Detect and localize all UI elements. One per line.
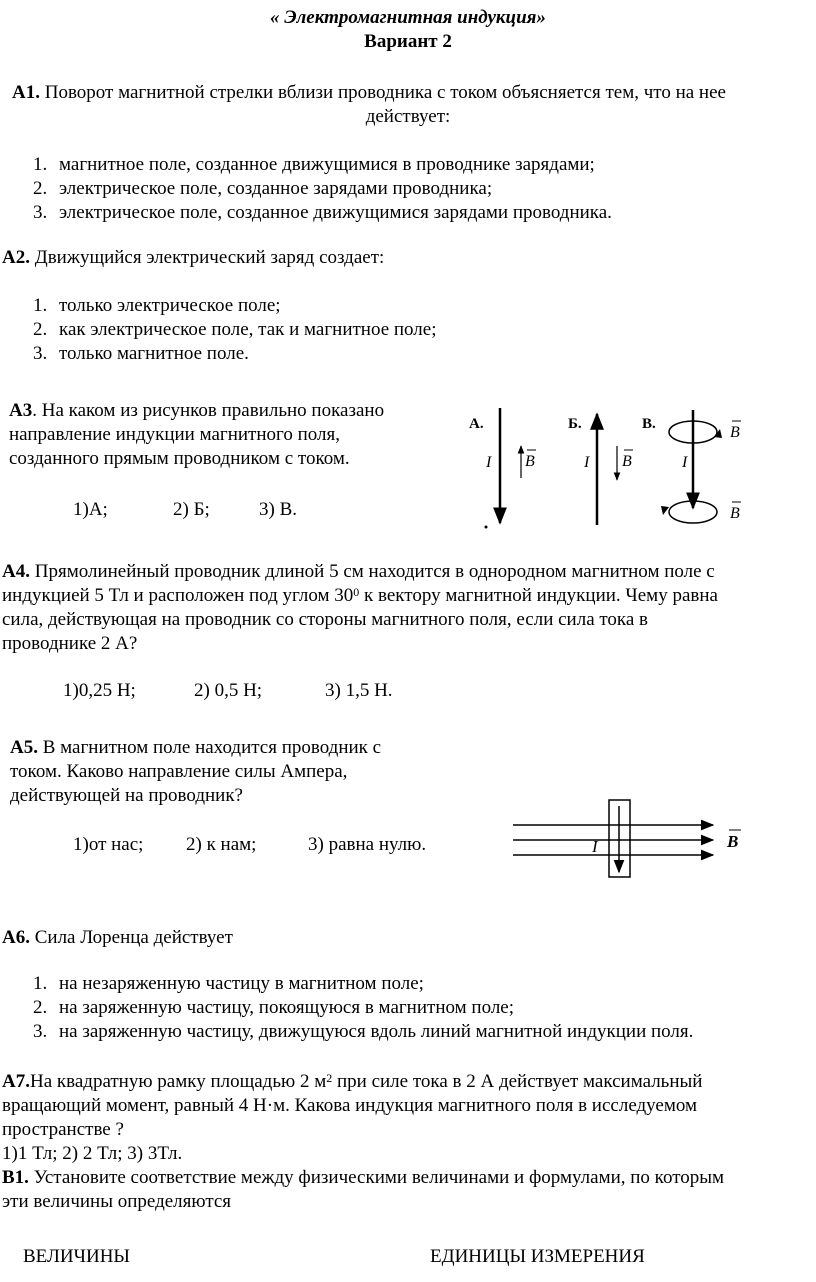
superscript: 2 [326,1071,333,1085]
option-number: 1. [33,154,48,175]
question-text: действующей на проводник? [10,785,243,806]
field-label-c-bottom: B [730,505,740,522]
question-text: Движущийся электрический заряд создает: [34,247,385,268]
answer-a5-1: 1)от нас; [73,834,144,855]
question-a7 [2,1070,702,1166]
option-number: 1. [33,973,48,994]
answer-a4-3: 3) 1,5 Н. [325,680,393,701]
question-text: . На каком из рисунков правильно показано [32,400,385,421]
option-text: электрическое поле, созданное движущимися зарядами проводника. [59,202,612,223]
current-label-a: I [486,454,492,471]
answer-a3-1: 1)А; [73,499,108,520]
list-item [33,342,437,366]
answers-a7: 1)1 Тл; 2) 2 Тл; 3) 3Тл. [2,1143,183,1164]
column-heading-right: ЕДИНИЦЫ ИЗМЕРЕНИЯ [430,1246,645,1267]
loop-arrowhead [661,506,669,515]
option-text: как электрическое поле, так и магнитное поле; [59,319,437,340]
question-text: Установите соответствие между физическими величинами и формулами, по которым [28,1167,725,1188]
question-text: индукцией 5 Тл и расположен под углом 30 [2,585,354,606]
list-item [33,177,612,201]
superscript: 0 [353,585,360,599]
conductor-frame [609,800,630,877]
answer-a3-2: 2) Б; [173,499,210,520]
question-label: А4. [2,561,30,582]
option-text: на заряженную частицу, движущуюся вдоль линий магнитной индукции поля. [59,1021,694,1042]
list-item [33,201,612,225]
page-title: « Электромагнитная индукция» [270,7,546,28]
current-label-b: I [584,454,590,471]
option-number: 3. [33,202,48,223]
answer-a5-2: 2) к нам; [186,834,257,855]
question-label: А1. [12,82,40,103]
field-loop-bottom [669,501,717,523]
question-text: током. Каково направление силы Ампера, [10,761,348,782]
option-list [33,972,693,1044]
question-text: эти величины определяются [2,1191,232,1212]
question-a4 [2,560,718,656]
option-text: электрическое поле, созданное зарядами проводника; [59,178,493,199]
option-text: только электрическое поле; [59,295,281,316]
question-label: В1. [2,1167,29,1188]
question-a5 [10,736,381,808]
question-a2 [2,246,384,270]
option-number: 2. [33,997,48,1018]
option-number: 2. [33,178,48,199]
answer-a5-3: 3) равна нулю. [308,834,427,855]
list-item [33,1020,693,1044]
option-text: на незаряженную частицу в магнитном поле; [59,973,424,994]
answer-a3-3: 3) В. [259,499,297,520]
current-label: I [592,837,598,856]
column-heading-left: ВЕЛИЧИНЫ [23,1246,130,1267]
list-item [33,972,693,996]
list-item [33,294,437,318]
option-list [33,153,612,225]
question-a3 [9,399,384,471]
answer-a4-1: 1)0,25 Н; [63,680,136,701]
list-item [33,318,437,342]
speck [485,526,488,529]
question-label: А2. [2,247,30,268]
option-number: 1. [33,295,48,316]
option-number: 3. [33,1021,48,1042]
question-text: к вектору магнитной индукции. Чему равна [359,585,718,606]
question-text: пространстве ? [2,1119,124,1140]
option-text: на заряженную частицу, покоящуюся в магнитном поле; [59,997,515,1018]
question-text: проводнике 2 А? [2,633,138,654]
question-text: сила, действующая на проводник со стороны магнитного поля, если сила тока в [2,609,649,630]
question-text: вращающий момент, равный 4 Н·м. Какова индукция магнитного поля в исследуемом [2,1095,698,1116]
question-label: А5. [10,737,38,758]
list-item [33,153,612,177]
option-text: магнитное поле, созданное движущимися в проводнике зарядами; [59,154,595,175]
option-number: 2. [33,319,48,340]
question-text: На квадратную рамку площадью 2 м [29,1071,327,1092]
question-text: В магнитном поле находится проводник с [37,737,382,758]
question-text: созданного прямым проводником с током. [9,448,350,469]
question-label: А3 [9,400,33,421]
question-text: Поворот магнитной стрелки вблизи проводника с током объясняется тем, что на нее [44,82,726,103]
option-list [33,294,437,366]
question-label: А6. [2,927,30,948]
option-text: только магнитное поле. [59,343,249,364]
question-a6 [2,926,233,950]
question-text-cont: действует: [365,106,451,127]
field-label-b: B [622,453,632,470]
current-label-c: I [682,454,688,471]
variant-heading: Вариант 2 [364,31,452,52]
list-item [33,996,693,1020]
loop-arrowhead [714,429,722,438]
field-loop-top [669,421,717,443]
figure-label-a: А. [469,416,484,432]
figure-label-b: Б. [568,416,582,432]
answer-a4-2: 2) 0,5 Н; [194,680,263,701]
question-b1 [2,1166,724,1214]
figure-label-c: В. [642,416,656,432]
question-text: направление индукции магнитного поля, [9,424,340,445]
field-label-a: B [525,453,535,470]
field-label: B [727,832,739,851]
option-number: 3. [33,343,48,364]
question-text: при силе тока в 2 А действует максимальный [332,1071,703,1092]
question-text: Прямолинейный проводник длиной 5 см находится в однородном магнитном поле с [34,561,715,582]
question-text: Сила Лоренца действует [29,927,233,948]
field-label-c-top: B [730,424,740,441]
question-label: А7. [2,1071,30,1092]
question-a1 [12,81,726,105]
